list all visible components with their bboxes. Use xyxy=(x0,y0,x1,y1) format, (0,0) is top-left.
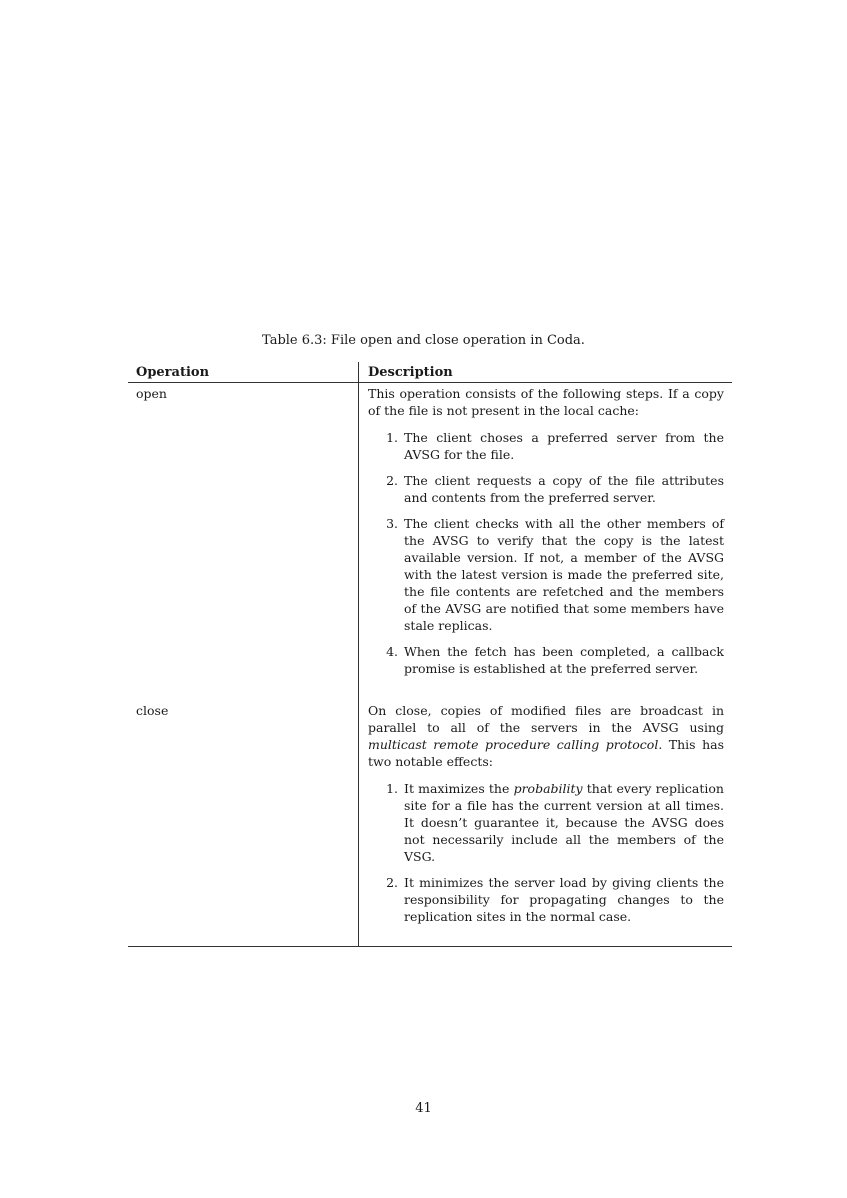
list-item: 2. It minimizes the server load by giving clients the responsibility for propagating changes to the replication sites in the normal case. xyxy=(402,874,724,925)
table-caption: Table 6.3: File open and close operation in Coda. xyxy=(262,333,585,348)
description-close xyxy=(358,702,732,934)
page-number: 41 xyxy=(415,1101,432,1116)
table-row-close xyxy=(128,692,732,946)
list-item: 3. The client checks with all the other members of the AVSG to verify that the copy is the latest available version. If not, a member of the AVSG with the latest version is made the preferred site, the file contents are refetched and the members of the AVSG are notified that some members have stale replicas. xyxy=(402,515,724,634)
list-item: 2. The client requests a copy of the file attributes and contents from the preferred server. xyxy=(402,472,724,506)
column-divider xyxy=(358,362,359,946)
operation-open: open xyxy=(136,386,167,401)
item-emphasis: probability xyxy=(513,781,583,796)
list-item xyxy=(402,780,724,865)
close-intro-emphasis: multicast remote procedure calling protocol. xyxy=(368,737,663,752)
table-header-row xyxy=(128,362,732,383)
close-effects-list xyxy=(368,780,724,925)
item-text: It maximizes the xyxy=(404,781,514,796)
operation-close: close xyxy=(136,703,169,718)
close-intro-text-end: This has two notable effects: xyxy=(368,737,724,769)
close-intro xyxy=(368,702,724,770)
list-item: 1. The client choses a preferred server from the AVSG for the file. xyxy=(402,429,724,463)
open-steps-list xyxy=(368,429,724,677)
item-text-end: that every replication site for a file has the current version at all times. It doesn’t guarantee it, because the AVSG does not necessarily include all the members of the VSG. xyxy=(404,781,724,864)
header-operation: Operation xyxy=(136,365,210,380)
table-row-open xyxy=(128,383,732,692)
close-intro-text: On close, copies of modified files are broadcast in parallel to all of the servers in the AVSG using xyxy=(368,703,724,735)
open-intro: This operation consists of the following steps. If a copy of the file is not present in the local cache: xyxy=(368,386,724,418)
description-open xyxy=(358,385,732,686)
header-description: Description xyxy=(368,365,453,380)
operations-table xyxy=(128,362,732,947)
list-item: 4. When the fetch has been completed, a callback promise is established at the preferred server. xyxy=(402,643,724,677)
